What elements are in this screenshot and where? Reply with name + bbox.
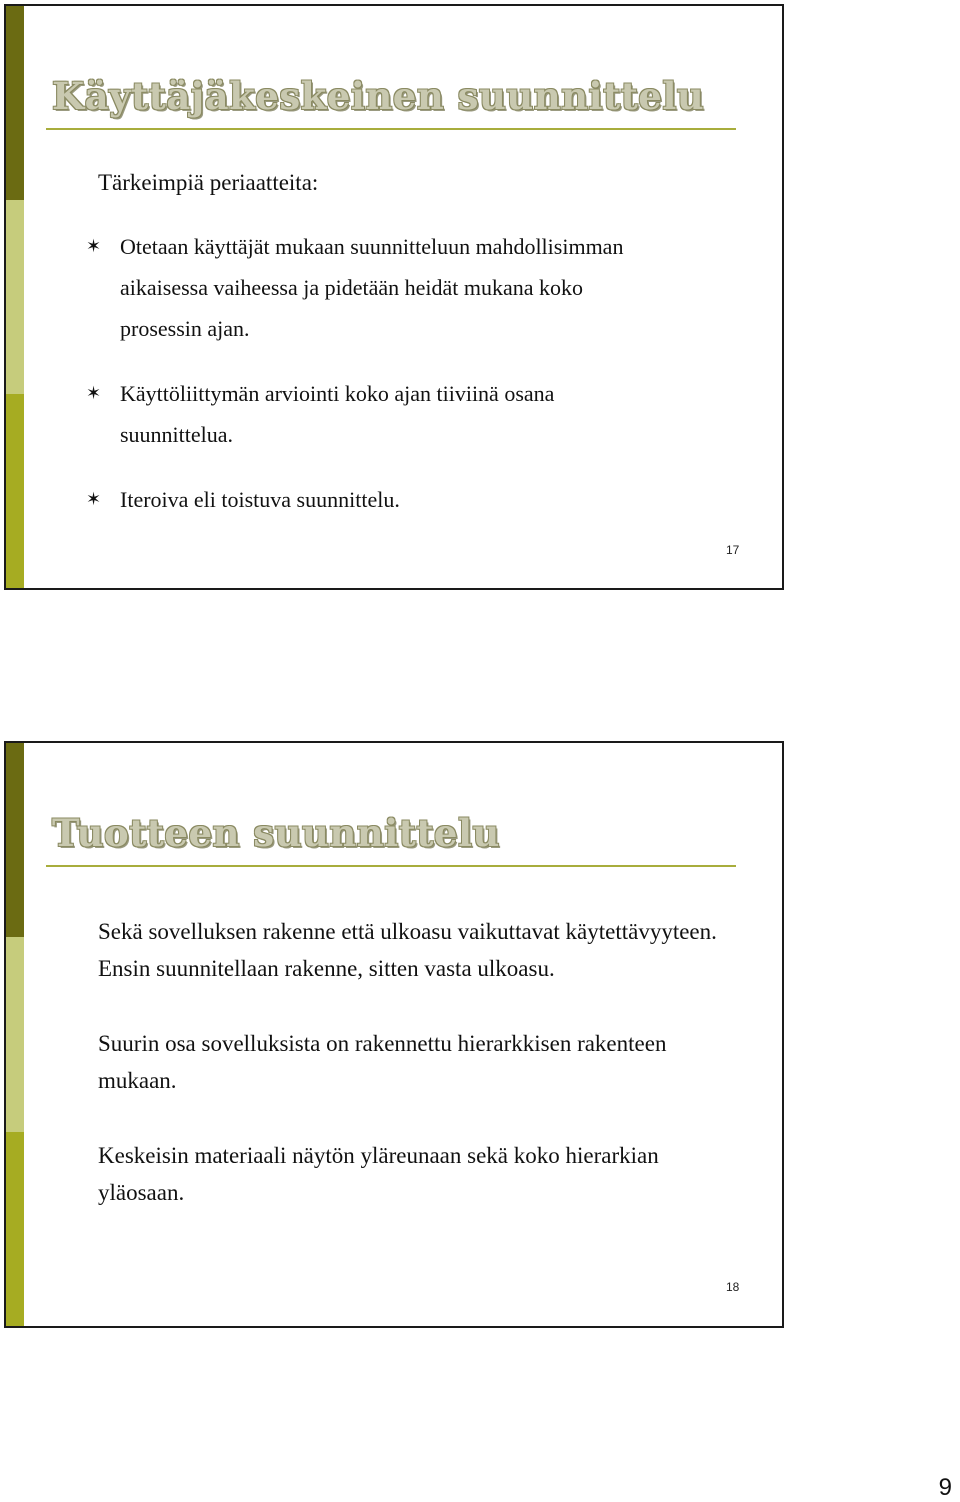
side-bar-segment-light [6,937,24,1131]
star-bullet-icon: ✶ [86,489,102,509]
star-bullet-icon: ✶ [86,236,102,256]
title-underline [46,865,736,867]
bullet-item [6,373,658,455]
slide-side-bar [6,743,24,1326]
bullet-item [6,226,658,349]
bullet-text: Iteroiva eli toistuva suunnittelu. [120,487,400,512]
slide-body [98,913,728,1249]
slide-number: 17 [726,543,740,557]
side-bar-segment-dark [6,743,24,937]
body-paragraph: Suurin osa sovelluksista on rakennettu hierarkkisen rakenteen mukaan. [98,1031,667,1093]
slide-17 [4,4,784,590]
slide-intro: Tärkeimpiä periaatteita: [98,170,319,195]
slide-18 [4,741,784,1328]
title-underline [46,128,736,130]
side-bar-segment-dark [6,6,24,200]
bullet-list [86,226,658,544]
side-bar-segment-mid [6,1132,24,1326]
bullet-text: Käyttöliittymän arviointi koko ajan tiiviinä osana suunnittelua. [120,381,555,447]
bullet-item [6,479,658,520]
body-paragraph: Sekä sovelluksen rakenne että ulkoasu vaikuttavat käytettävyyteen. Ensin suunnitellaan rakenne, sitten vasta ulkoasu. [98,919,717,981]
slide-title: Tuotteen suunnittelu [52,811,500,855]
document-page-number: 9 [938,1474,952,1501]
slide-number: 18 [726,1280,740,1294]
bullet-text: Otetaan käyttäjät mukaan suunnitteluun mahdollisimman aikaisessa vaiheessa ja pidetään heidät mukana koko prosessin ajan. [120,234,624,341]
star-bullet-icon: ✶ [86,383,102,403]
slide-title: Käyttäjäkeskeinen suunnittelu [52,74,705,118]
body-paragraph: Keskeisin materiaali näytön yläreunaan sekä koko hierarkian yläosaan. [98,1143,659,1205]
